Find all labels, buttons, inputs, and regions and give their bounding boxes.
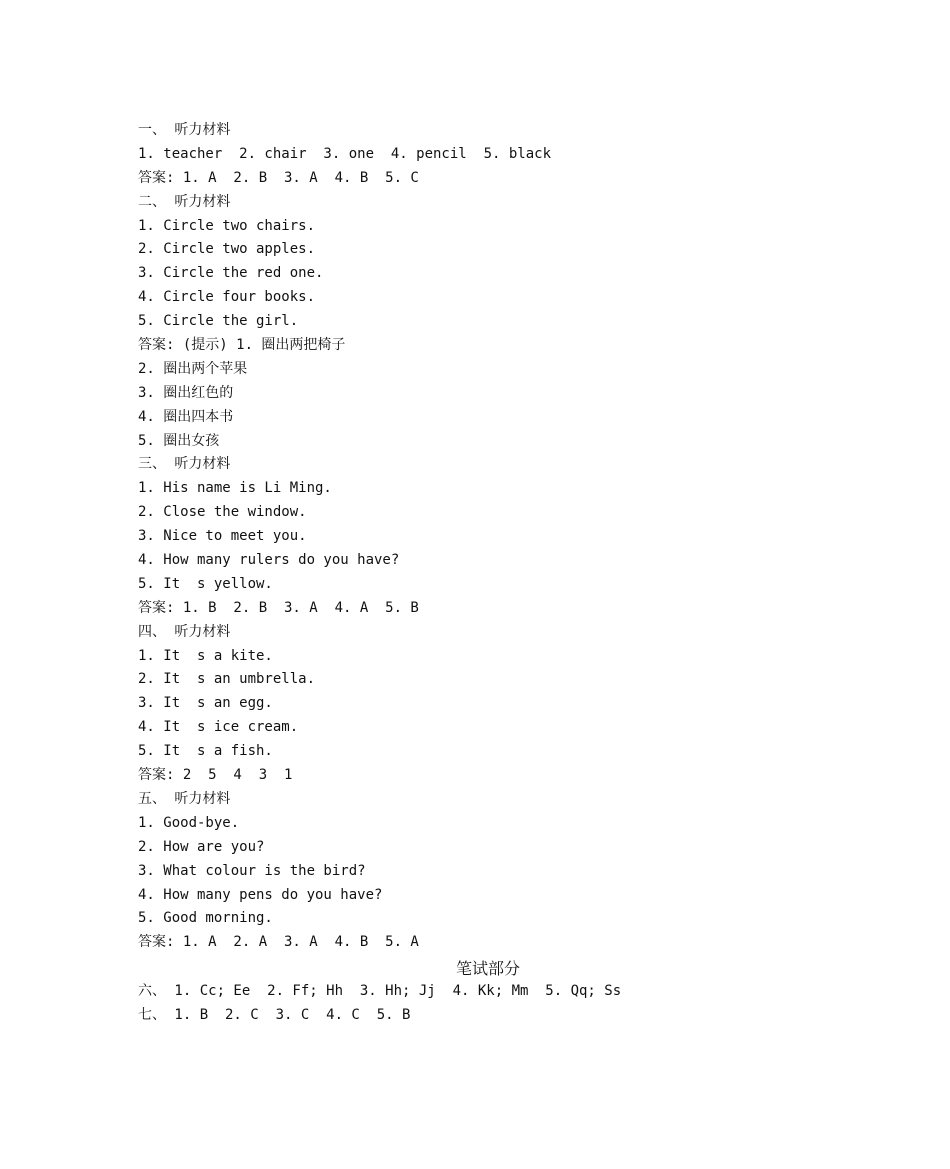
section-3-answer: 答案: 1. B 2. B 3. A 4. A 5. B xyxy=(138,599,419,616)
section-4-item: 3. It s an egg. xyxy=(138,695,273,712)
written-part-heading: 笔试部分 xyxy=(455,959,520,979)
section-5-item: 3. What colour is the bird? xyxy=(138,862,366,879)
section-2-heading: 二、 听力材料 xyxy=(138,193,231,210)
section-1-answer: 答案: 1. A 2. B 3. A 4. B 5. C xyxy=(138,169,419,186)
section-3-item: 3. Nice to meet you. xyxy=(138,528,307,545)
answer-key-document xyxy=(138,119,818,1028)
section-3-heading: 三、 听力材料 xyxy=(138,456,231,473)
section-1-heading: 一、 听力材料 xyxy=(138,122,231,138)
section-4-item: 4. It s ice cream. xyxy=(138,719,299,736)
section-3-item: 4. How many rulers do you have? xyxy=(138,552,400,569)
section-4-heading: 四、 听力材料 xyxy=(138,623,231,640)
section-2-item: 5. Circle the girl. xyxy=(138,313,299,330)
section-4-item: 1. It s a kite. xyxy=(138,647,273,664)
section-1-words: 1. teacher 2. chair 3. one 4. pencil 5. black xyxy=(138,145,552,162)
section-4-item: 5. It s a fish. xyxy=(138,743,273,760)
section-4-item: 2. It s an umbrella. xyxy=(138,671,316,688)
section-2-answer-item: 5. 圈出女孩 xyxy=(138,432,220,449)
section-2-answer: 答案: (提示) 1. 圈出两把椅子 xyxy=(138,337,346,354)
section-2-item: 1. Circle two chairs. xyxy=(138,217,316,234)
section-2-answer-item: 4. 圈出四本书 xyxy=(138,408,234,425)
section-2-answer-item: 3. 圈出红色的 xyxy=(138,384,234,401)
section-5-item: 1. Good-bye. xyxy=(138,814,240,831)
section-4-answer: 答案: 2 5 4 3 1 xyxy=(138,767,293,784)
section-2-item: 4. Circle four books. xyxy=(138,289,316,306)
section-5-heading: 五、 听力材料 xyxy=(138,790,231,807)
section-6-answer: 六、 1. Cc; Ee 2. Ff; Hh 3. Hh; Jj 4. Kk; Mm 5. Qq; Ss xyxy=(138,983,622,1000)
section-2-answer-item: 2. 圈出两个苹果 xyxy=(138,360,248,377)
section-5-item: 5. Good morning. xyxy=(138,910,273,927)
section-3-item: 5. It s yellow. xyxy=(138,575,273,592)
section-5-item: 4. How many pens do you have? xyxy=(138,886,383,903)
section-3-item: 2. Close the window. xyxy=(138,504,307,521)
section-2-item: 3. Circle the red one. xyxy=(138,265,324,282)
section-7-answer: 七、 1. B 2. C 3. C 4. C 5. B xyxy=(138,1007,411,1024)
section-3-item: 1. His name is Li Ming. xyxy=(138,480,332,497)
section-2-item: 2. Circle two apples. xyxy=(138,241,316,258)
section-5-item: 2. How are you? xyxy=(138,838,265,855)
section-5-answer: 答案: 1. A 2. A 3. A 4. B 5. A xyxy=(138,934,419,951)
